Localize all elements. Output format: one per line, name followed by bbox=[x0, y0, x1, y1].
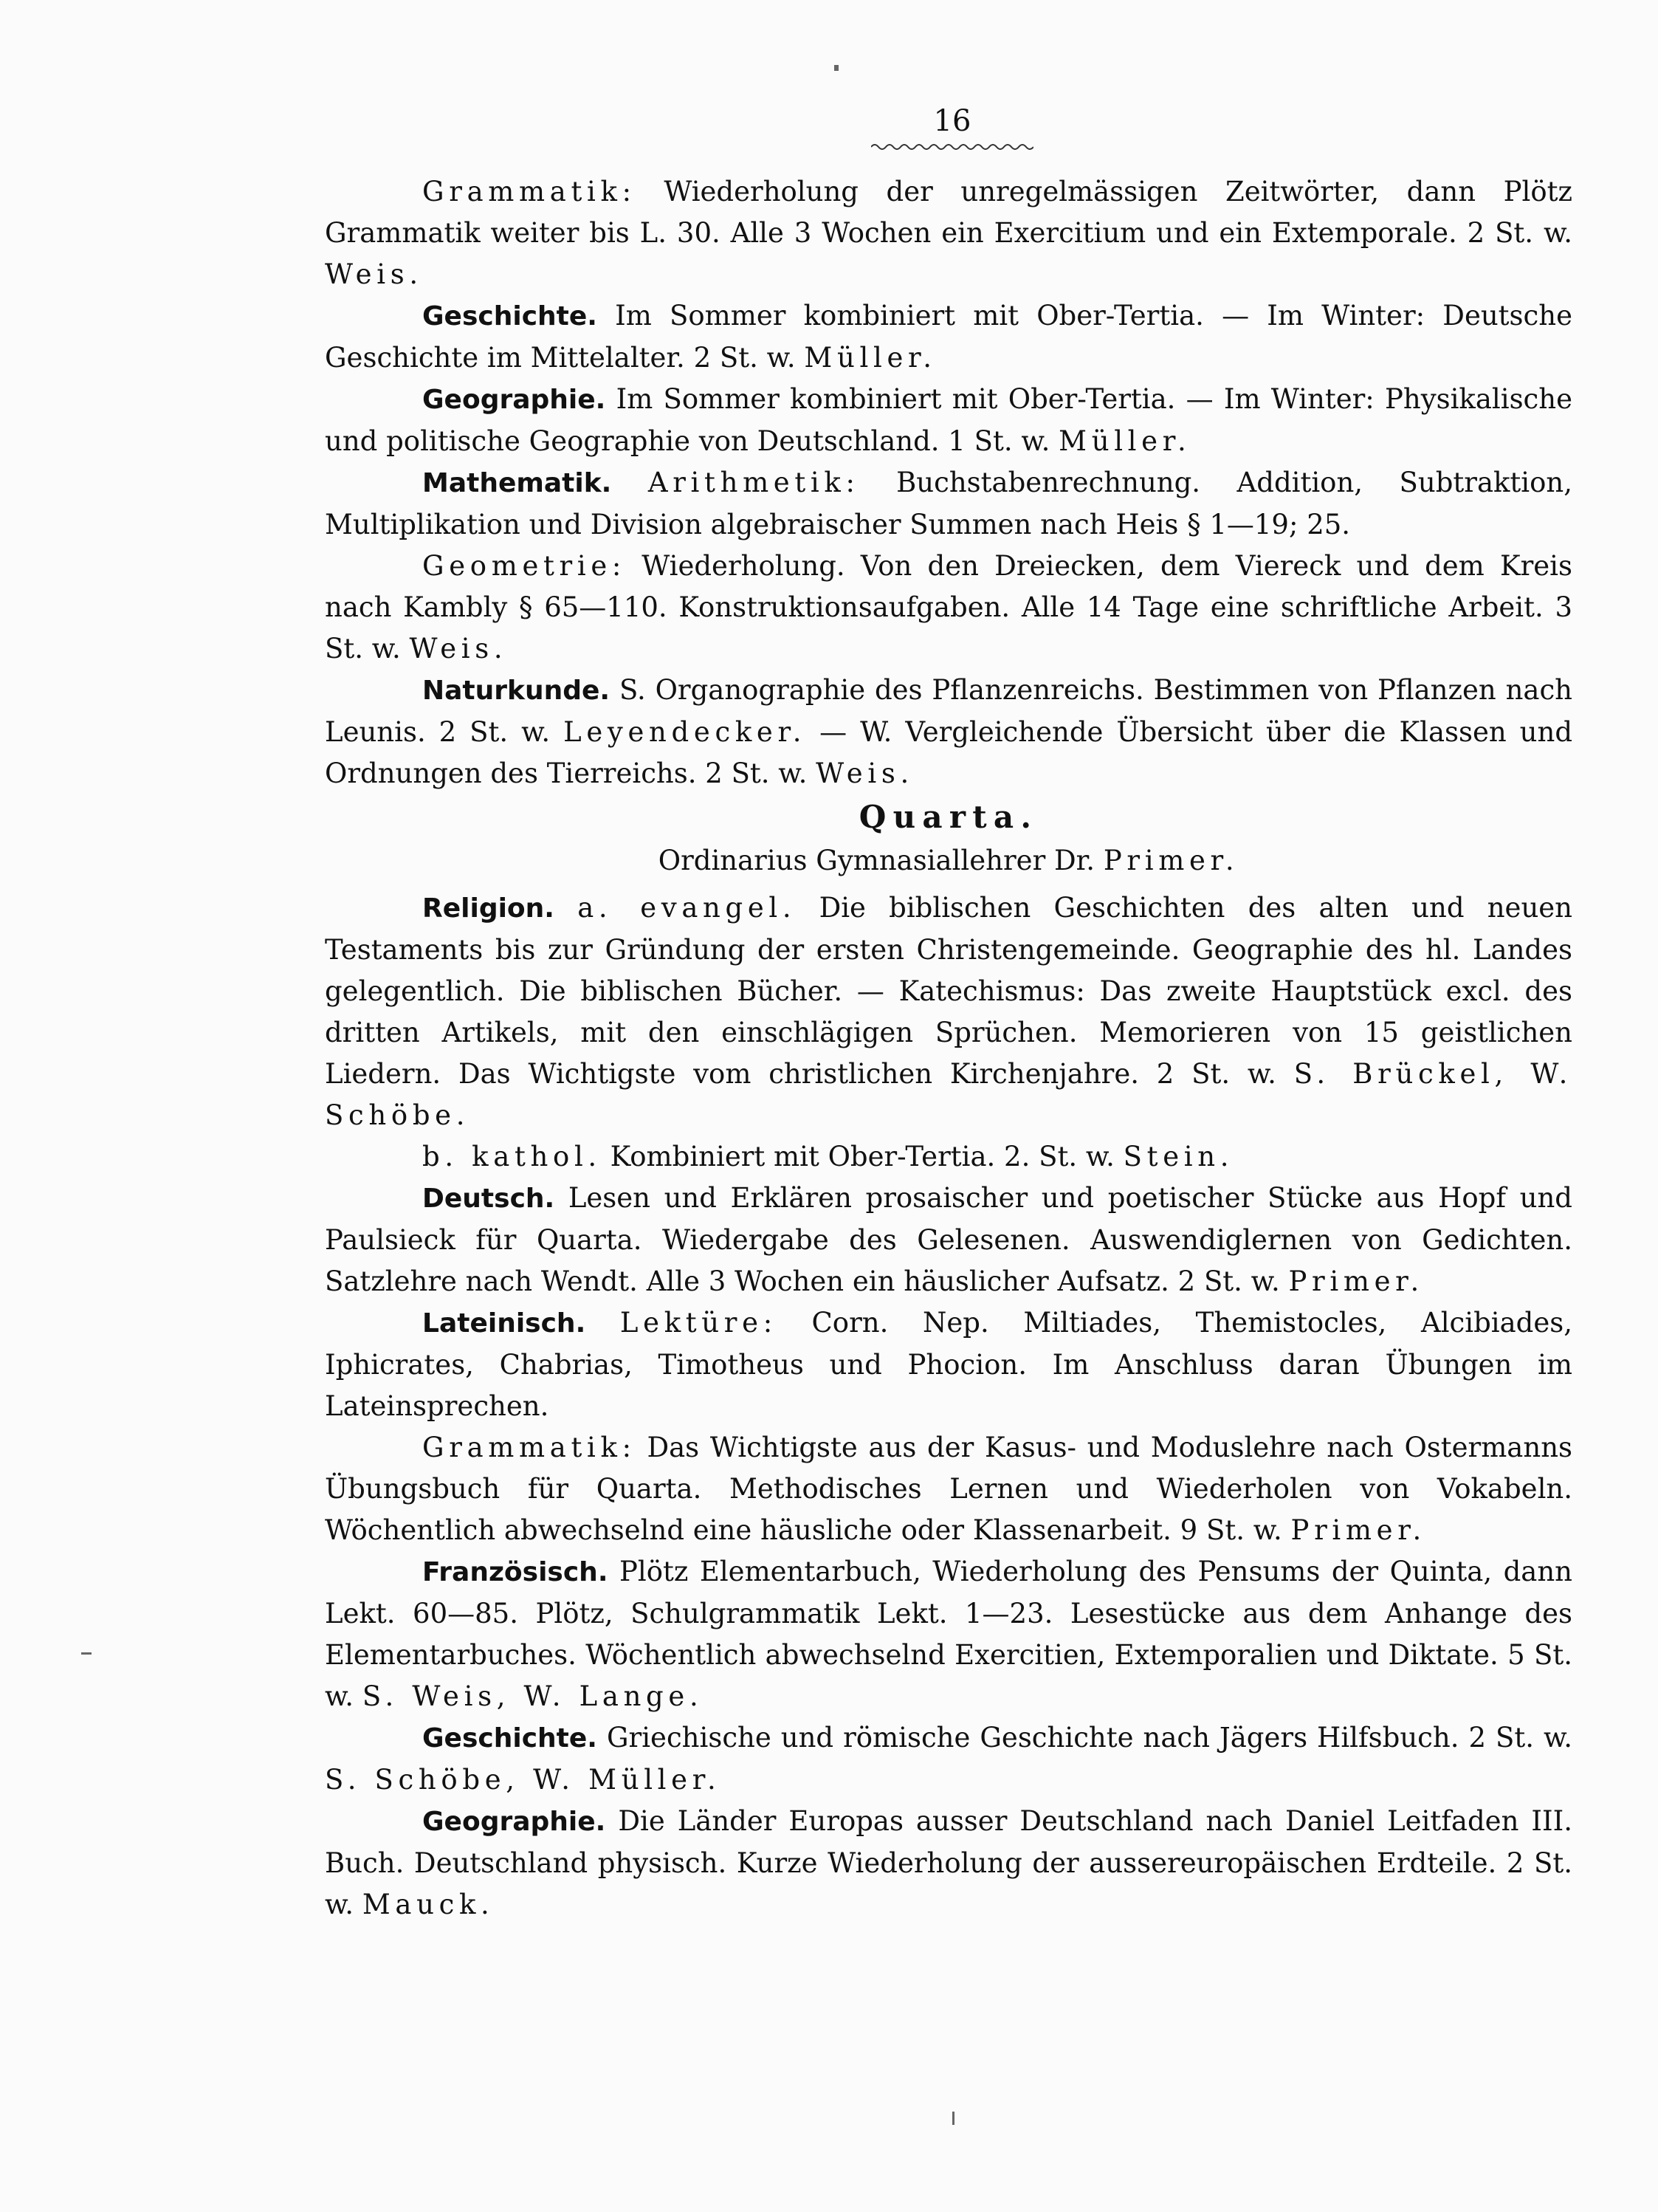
deutsch-teacher: Primer. bbox=[1288, 1265, 1424, 1297]
lateinisch-grammatik-text: Das Wichtigste aus der Kasus- und Moduslehre nach Ostermanns Übungsbuch für Quarta. Methodisches Lernen und Wiederholen von Vokabeln. Wöchentlich abwechselnd eine häusliche oder Klassenarbeit. 9 St. w. bbox=[325, 1432, 1573, 1546]
paragraph-geschichte bbox=[325, 295, 1572, 379]
scan-speck-left bbox=[81, 1652, 92, 1655]
subheading-arithmetik: Arithmetik: bbox=[647, 467, 860, 498]
quarta-geschichte-text: Griechische und römische Geschichte nach Jägers Hilfsbuch. 2 St. w. bbox=[606, 1722, 1572, 1754]
paragraph-geometrie bbox=[325, 546, 1572, 670]
subject-quarta-geographie: Geographie. bbox=[422, 1807, 606, 1837]
lektuere-text: Corn. Nep. Miltiades, Themistocles, Alcibiades, Iphicrates, Chabrias, Timotheus und Phocion. Im Anschluss daran Übungen im Lateinsprechen. bbox=[325, 1307, 1572, 1422]
geschichte-text: Im Sommer kombiniert mit Ober-Tertia. — Im Winter: Deutsche Geschichte im Mittelalter. 2 St. w. bbox=[325, 300, 1572, 374]
subject-geschichte: Geschichte. bbox=[422, 301, 597, 332]
religion-evangel-label: a. evangel. bbox=[577, 892, 797, 924]
paragraph-mathematik bbox=[325, 462, 1572, 546]
subject-religion: Religion. bbox=[422, 893, 554, 924]
subject-geographie: Geographie. bbox=[422, 385, 606, 415]
lateinisch-teacher: Primer. bbox=[1290, 1514, 1426, 1546]
ordinarius-prefix: Ordinarius Gymnasiallehrer Dr. bbox=[658, 845, 1095, 876]
quarta-geographie-text: Die Länder Europas ausser Deutschland nach Daniel Leitfaden III. Buch. Deutschland physisch. Kurze Wiederholung der aussereuropäischen Erdteile. 2 St. w. bbox=[325, 1805, 1572, 1920]
grammatik-teacher: Weis. bbox=[325, 258, 423, 290]
religion-kathol-label: b. kathol. bbox=[422, 1141, 602, 1172]
quarta-geschichte-teacher: S. Schöbe, W. Müller. bbox=[325, 1764, 721, 1796]
paragraph-lateinisch bbox=[325, 1302, 1572, 1427]
paragraph-geographie bbox=[325, 379, 1572, 462]
franzoesisch-teacher: S. Weis, W. Lange. bbox=[362, 1680, 704, 1712]
paragraph-deutsch bbox=[325, 1178, 1572, 1302]
religion-kathol-teacher: Stein. bbox=[1123, 1141, 1234, 1172]
paragraph-religion-kathol bbox=[325, 1136, 1572, 1178]
naturkunde-text-summer: S. Organographie des Pflanzenreichs. Bestimmen von Pflanzen nach Leunis. 2 St. w. bbox=[325, 674, 1573, 748]
geschichte-teacher: Müller. bbox=[804, 342, 937, 374]
grammatik-text: Wiederholung der unregelmässigen Zeitwörter, dann Plötz Grammatik weiter bis L. 30. Alle 3 Wochen ein Exercitium und ein Extemporale. 2 St. w. bbox=[325, 176, 1572, 249]
page-number-underline-ornament bbox=[871, 142, 1033, 152]
subheading-lateinisch-grammatik: Grammatik: bbox=[422, 1432, 636, 1463]
subject-mathematik: Mathematik. bbox=[422, 468, 612, 498]
naturkunde-teacher-summer: Leyendecker. bbox=[563, 716, 807, 748]
subject-naturkunde: Naturkunde. bbox=[422, 676, 610, 706]
geographie-teacher: Müller. bbox=[1059, 425, 1191, 457]
paragraph-grammatik bbox=[325, 171, 1572, 295]
paragraph-quarta-geographie bbox=[325, 1801, 1572, 1926]
subject-lateinisch: Lateinisch. bbox=[422, 1308, 586, 1339]
deutsch-text: Lesen und Erklären prosaischer und poetischer Stücke aus Hopf und Paulsieck für Quarta. Wiedergabe des Gelesenen. Auswendiglernen von Gedichten. Satzlehre nach Wendt. Alle 3 Wochen ein häuslicher Aufsatz. 2 St. w. bbox=[325, 1182, 1572, 1297]
paragraph-lateinisch-grammatik bbox=[325, 1427, 1572, 1551]
naturkunde-teacher-winter: Weis. bbox=[816, 758, 914, 789]
paragraph-religion bbox=[325, 887, 1572, 1136]
subject-quarta-geschichte: Geschichte. bbox=[422, 1723, 597, 1754]
geographie-text: Im Sommer kombiniert mit Ober-Tertia. — Im Winter: Physikalische und politische Geographie von Deutschland. 1 St. w. bbox=[325, 383, 1573, 457]
franzoesisch-text: Plötz Elementarbuch, Wiederholung des Pensums der Quinta, dann Lekt. 60—85. Plötz, Schulgrammatik Lekt. 1—23. Lesestücke aus dem Anhange des Elementarbuches. Wöchentlich abwechselnd Exercitien, Extemporalien und Diktate. 5 St. w. bbox=[325, 1556, 1572, 1712]
section-title-quarta: Quarta. bbox=[859, 799, 1039, 835]
religion-kathol-text: Kombiniert mit Ober-Tertia. 2. St. w. bbox=[610, 1141, 1115, 1172]
paragraph-franzoesisch bbox=[325, 1551, 1572, 1717]
subheading-geometrie: Geometrie: bbox=[422, 550, 627, 582]
arithmetik-text: Buchstabenrechnung. Addition, Subtraktion, Multiplikation und Division algebraischer Summen nach Heis § 1—19; 25. bbox=[325, 467, 1572, 540]
scan-speck-top bbox=[834, 65, 839, 71]
subheading-grammatik: Grammatik: bbox=[422, 176, 636, 207]
ordinarius-name: Primer. bbox=[1103, 845, 1239, 876]
subject-deutsch: Deutsch. bbox=[422, 1184, 555, 1214]
main-text bbox=[325, 171, 1572, 1926]
scan-speck-bottom bbox=[952, 2112, 954, 2125]
subheading-lektuere: Lektüre: bbox=[619, 1307, 777, 1339]
page-number: 16 bbox=[933, 104, 971, 138]
naturkunde-text-winter: — W. Vergleichende Übersicht über die Klassen und Ordnungen des Tierreichs. 2 St. w. bbox=[325, 716, 1573, 789]
geometrie-text: Wiederholung. Von den Dreiecken, dem Viereck und dem Kreis nach Kambly § 65—110. Konstruktionsaufgaben. Alle 14 Tage eine schriftliche Arbeit. 3 St. w. bbox=[325, 550, 1572, 664]
paragraph-naturkunde bbox=[325, 670, 1572, 794]
religion-evangel-text: Die biblischen Geschichten des alten und neuen Testaments bis zur Gründung der ersten Christengemeinde. Geographie des hl. Landes gelegentlich. Die biblischen Bücher. — Katechismus: Das zweite Hauptstück excl. des dritten Artikels, mit den einschlägigen Sprüchen. Memorieren von 15 geistlichen Liedern. Das Wichtigste vom christlichen Kirchenjahre. 2 St. w. bbox=[325, 892, 1572, 1090]
quarta-geographie-teacher: Mauck. bbox=[362, 1889, 495, 1920]
ordinarius-line bbox=[325, 840, 1572, 882]
subject-franzoesisch: Französisch. bbox=[422, 1557, 608, 1587]
paragraph-quarta-geschichte bbox=[325, 1717, 1572, 1801]
mathematik-teacher: Weis. bbox=[409, 633, 508, 664]
religion-evangel-teacher: S. Brückel, W. Schöbe. bbox=[325, 1058, 1573, 1131]
